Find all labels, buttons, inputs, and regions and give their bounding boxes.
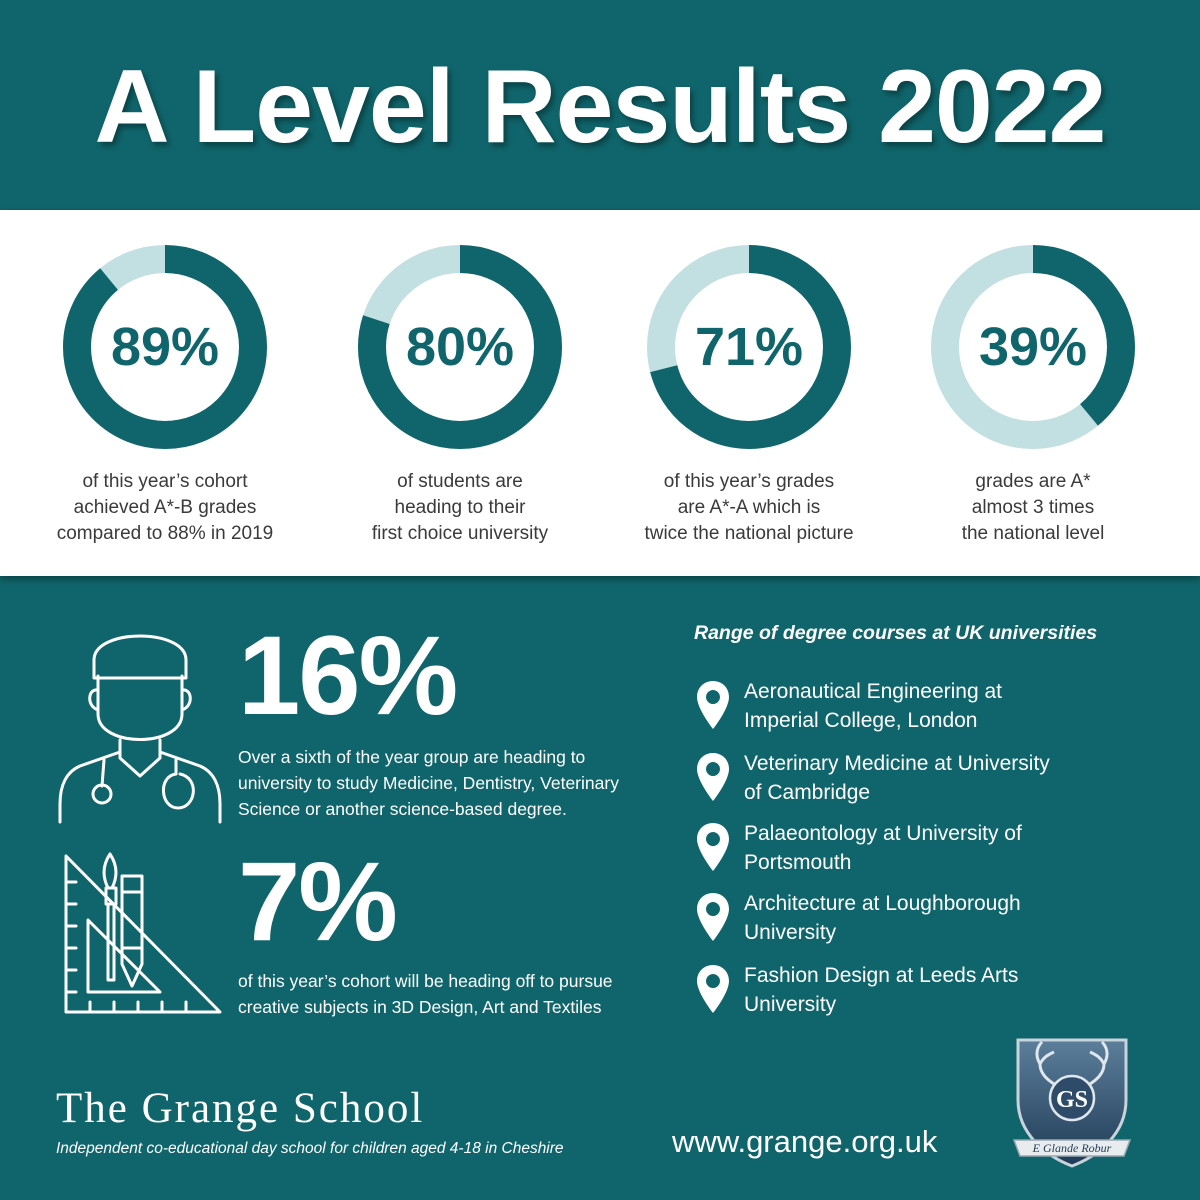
course-label [744, 677, 1002, 735]
stat-description-line: the national level [961, 523, 1105, 544]
title-band [0, 0, 1200, 210]
stat-description-line: compared to 88% in 2019 [56, 523, 274, 544]
stat-description-line: of students are [397, 471, 523, 492]
highlight-text-line: Over a sixth of the year group are heading to [238, 747, 586, 767]
highlight-value: 7% [238, 839, 396, 964]
location-pin-icon [696, 752, 730, 802]
school-tagline: Independent co-educational day school for children aged 4-18 in Cheshire [56, 1140, 564, 1157]
highlight-text-line: creative subjects in 3D Design, Art and Textiles [238, 997, 602, 1017]
location-pin-icon [696, 964, 730, 1014]
course-label-line: Aeronautical Engineering at [744, 680, 1003, 703]
course-label [744, 749, 1050, 807]
doctor-icon [54, 618, 226, 824]
location-pin-icon [696, 680, 730, 730]
crest-initials: GS [1055, 1087, 1089, 1113]
stat-value: 71% [694, 317, 804, 377]
location-pin-icon [696, 822, 730, 872]
stat-description [12, 469, 318, 547]
highlight-text-line: university to study Medicine, Dentistry, Veterinary [238, 773, 619, 793]
course-label [744, 819, 1022, 877]
design-tools-icon [62, 852, 224, 1016]
highlight-text [238, 744, 619, 822]
stat-description-line: grades are A* [975, 471, 1091, 492]
stat-description-line: achieved A*-B grades [73, 497, 257, 518]
highlight-value: 16% [238, 613, 457, 738]
highlight-text [238, 968, 613, 1020]
course-label-line: Veterinary Medicine at University [744, 752, 1050, 775]
stat-description [596, 469, 902, 547]
stat-description [880, 469, 1186, 547]
location-pin-icon [696, 892, 730, 942]
stat-description-line: heading to their [394, 497, 526, 518]
stat-description-line: of this year’s grades [663, 471, 835, 492]
course-label-line: University [744, 921, 837, 944]
stat-description-line: of this year’s cohort [82, 471, 248, 492]
stat-description [307, 469, 613, 547]
course-label [744, 889, 1021, 947]
course-label-line: Portsmouth [744, 851, 852, 874]
course-label-line: University [744, 993, 837, 1016]
stat-description-line: twice the national picture [644, 523, 854, 544]
course-label-line: Fashion Design at Leeds Arts [744, 964, 1019, 987]
highlight-text-line: of this year’s cohort will be heading off to pursue [238, 971, 613, 991]
school-crest-logo [1010, 1030, 1134, 1170]
course-label [744, 961, 1018, 1019]
stat-value: 89% [110, 317, 220, 377]
courses-heading: Range of degree courses at UK universities [694, 622, 1098, 644]
school-name: The Grange School [56, 1085, 425, 1132]
page-title: A Level Results 2022 [94, 49, 1106, 165]
course-label-line: of Cambridge [744, 781, 871, 804]
stat-description-line: almost 3 times [971, 497, 1095, 518]
course-label-line: Architecture at Loughborough [744, 892, 1021, 915]
stat-value: 39% [978, 317, 1088, 377]
stats-panel [0, 210, 1200, 576]
crest-motto: E Glande Robur [1032, 1141, 1112, 1155]
course-label-line: Palaeontology at University of [744, 822, 1022, 845]
course-label-line: Imperial College, London [744, 709, 978, 732]
stat-description-line: first choice university [371, 523, 549, 544]
stat-description-line: are A*-A which is [677, 497, 821, 518]
highlight-text-line: Science or another science-based degree. [238, 799, 567, 819]
website-link[interactable]: www.grange.org.uk [672, 1124, 938, 1159]
stat-value: 80% [405, 317, 515, 377]
